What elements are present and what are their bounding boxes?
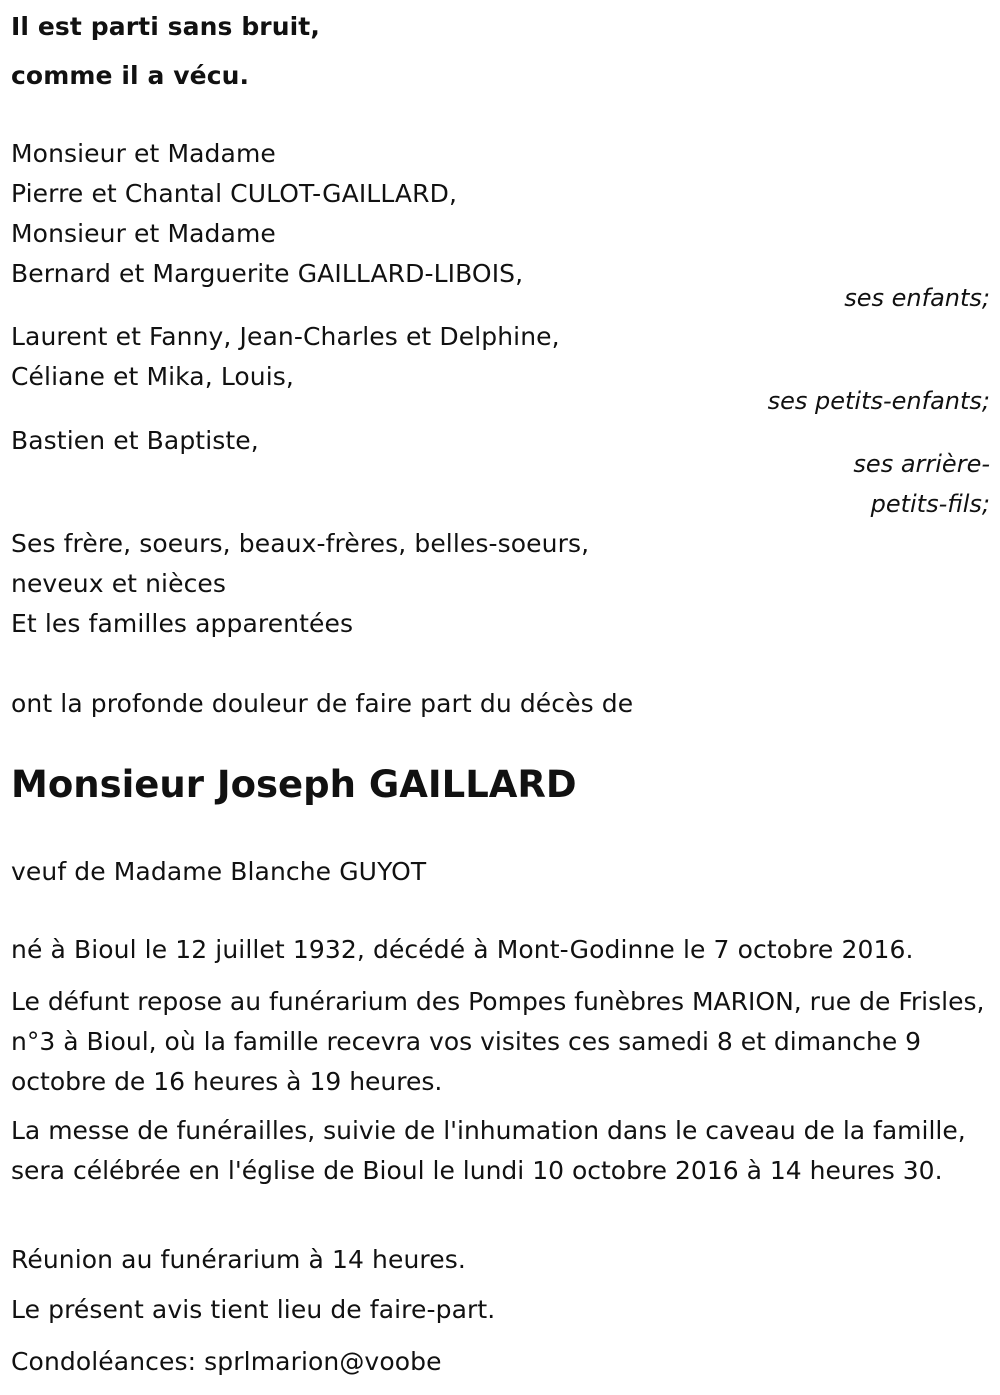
family-line: Bastien et Baptiste, — [11, 426, 259, 455]
condolences-text: Condoléances: sprlmarion@voobe — [11, 1347, 442, 1376]
family-line: Monsieur et Madame — [11, 139, 276, 168]
family-line: Laurent et Fanny, Jean-Charles et Delphine, — [11, 322, 560, 351]
role-grandchildren: ses petits-enfants; — [767, 387, 990, 415]
repose-paragraph: Le défunt repose au funérarium des Pompes funèbres MARION, rue de Frisles, n°3 à Bioul, où la famille recevra vos visites ces samedi 8 et dimanche 9 octobre de 16 heures à 19 heures. — [11, 987, 985, 1096]
family-line: Ses frère, soeurs, beaux-frères, belles-soeurs, — [11, 529, 590, 558]
family-line: Monsieur et Madame — [11, 219, 276, 248]
family-line: Et les familles apparentées — [11, 609, 354, 638]
announcement-text: ont la profonde douleur de faire part du décès de — [11, 689, 634, 718]
mass-paragraph: La messe de funérailles, suivie de l'inhumation dans le caveau de la famille, sera célébrée en l'église de Bioul le lundi 10 octobre 2016 à 14 heures 30. — [11, 1116, 966, 1185]
role-great-grandchildren-1: ses arrière- — [853, 450, 990, 478]
family-line: neveux et nièces — [11, 569, 227, 598]
notice-text: Le présent avis tient lieu de faire-part. — [11, 1295, 496, 1324]
reunion-text: Réunion au funérarium à 14 heures. — [11, 1245, 466, 1274]
deceased-name: Monsieur Joseph GAILLARD — [11, 763, 577, 806]
role-children: ses enfants; — [844, 284, 990, 312]
birth-death: né à Bioul le 12 juillet 1932, décédé à Mont-Godinne le 7 octobre 2016. — [11, 935, 914, 964]
family-line: Bernard et Marguerite GAILLARD-LIBOIS, — [11, 259, 524, 288]
role-great-grandchildren-2: petits-fils; — [870, 490, 990, 518]
family-line: Céliane et Mika, Louis, — [11, 362, 294, 391]
widower-of: veuf de Madame Blanche GUYOT — [11, 857, 427, 886]
family-line: Pierre et Chantal CULOT-GAILLARD, — [11, 179, 457, 208]
epigraph-line-2: comme il a vécu. — [11, 61, 250, 90]
epigraph-line-1: Il est parti sans bruit, — [11, 12, 320, 41]
